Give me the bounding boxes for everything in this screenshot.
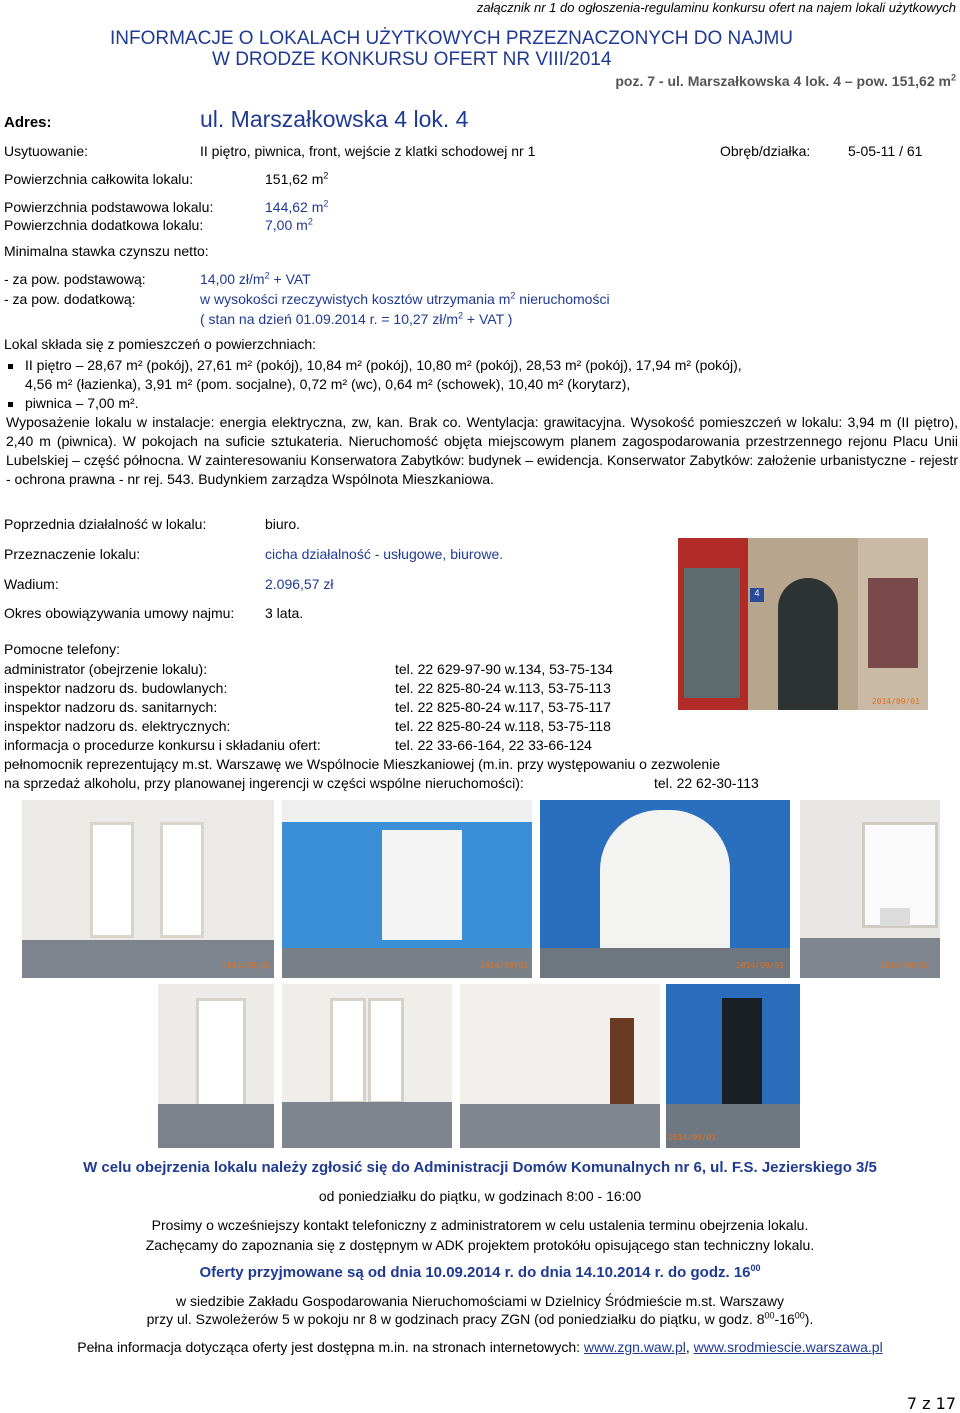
room-photo-6	[282, 984, 452, 1148]
document-title-line1: INFORMACJE O LOKALACH UŻYTKOWYCH PRZEZNACZONYCH DO NAJMU	[110, 28, 793, 49]
attachment-note: załącznik nr 1 do ogłoszenia-regulaminu konkursu ofert na najem lokali użytkowych	[476, 0, 956, 15]
location-value: II piętro, piwnica, front, wejście z klatki schodowej nr 1	[200, 143, 536, 159]
phone-row-label: inspektor nadzoru ds. elektrycznych:	[4, 718, 231, 734]
zgn-link[interactable]: www.zgn.waw.pl	[583, 1339, 686, 1355]
photo-date-stamp: 2014/09/01	[668, 1133, 717, 1142]
prev-activity-label: Poprzednia działalność w lokalu:	[4, 516, 207, 532]
extra-area-label: Powierzchnia dodatkowa lokalu:	[4, 217, 204, 233]
room-photo-5	[158, 984, 274, 1148]
rooms-line-3: piwnica – 7,00 m².	[8, 395, 139, 411]
visit-hours: od poniedziałku do piątku, w godzinach 8:00 - 16:00	[318, 1188, 642, 1204]
total-area-value: 151,62 $m^2$	[265, 170, 329, 187]
contact-note-2: Zachęcamy do zapoznania się z dostępnym w ADK projektem protokółu opisującego stan techniczny lokalu.	[145, 1237, 815, 1253]
description-paragraph: Wyposażenie lokalu w instalacje: energia elektryczna, zw, kan. Brak co. Wentylacja: grawitacyjna. Wysokość pomieszczeń w lokalu: 3,94 m (II piętro), 2,40 m (piwnica). W pokojach na suficie sztukateria. Nieruchomość objęta miejscowym planem zagospodarowania przestrzennego rejonu Placu Unii Lubelskiej – część północna. W zainteresowaniu Konserwatora Zabytków: budynek – ewidencja. Konserwator Zabytków: założenie urbanistyczne - rejestr - ochrona prawna - nr rej. 543. Budynkiem zarządza Wspólnota Mieszkaniowa.	[6, 414, 958, 487]
room-photo-4	[800, 800, 940, 978]
phone-row-label: inspektor nadzoru ds. sanitarnych:	[4, 699, 218, 715]
location-label: Usytuowanie:	[4, 143, 89, 159]
term-value: 3 lata.	[265, 605, 304, 621]
deposit-label: Wadium:	[4, 576, 59, 592]
phone-row-value: tel. 22 825-80-24 w.117, 53-75-117	[395, 699, 611, 715]
room-photo-8	[666, 984, 800, 1148]
proxy-line-2: na sprzedaż alkoholu, przy planowanej ingerencji w części wspólne nieruchomości):	[4, 775, 524, 791]
seat-line-2: przy ul. Szwoleżerów 5 w pokoju nr 8 w godzinach pracy ZGN (od poniedziałku do piątku, w godz. $8^{00}-16^{00}$).	[146, 1310, 814, 1327]
room-photo-7	[460, 984, 660, 1148]
offers-deadline: Oferty przyjmowane są od dnia 10.09.2014 r. do dnia 14.10.2014 r. do godz. $16^{00}$	[199, 1263, 761, 1281]
phone-row-label: inspektor nadzoru ds. budowlanych:	[4, 680, 228, 696]
rent-basic-label: - za pow. podstawową:	[4, 271, 146, 287]
min-rent-label: Minimalna stawka czynszu netto:	[4, 243, 209, 259]
position-line: poz. 7 - ul. Marszałkowska 4 lok. 4 – pow. 151,62 $m^2$	[615, 72, 956, 89]
total-area-label: Powierzchnia całkowita lokalu:	[4, 171, 194, 187]
address-label: Adres:	[4, 114, 52, 131]
visit-instructions: W celu obejrzenia lokalu należy zgłosić się do Administracji Domów Komunalnych nr 6, ul. F.S. Jezierskiego 3/5	[83, 1159, 877, 1176]
phone-row-value: tel. 22 629-97-90 w.134, 53-75-134	[395, 661, 613, 677]
phone-row-label: informacja o procedurze konkursu i składaniu ofert:	[4, 737, 321, 753]
prev-activity-value: biuro.	[265, 516, 301, 532]
srodmiescie-link[interactable]: www.srodmiescie.warszawa.pl	[693, 1339, 883, 1355]
rooms-line-1: II piętro – 28,67 m² (pokój), 27,61 m² (pokój), 10,84 m² (pokój), 10,80 m² (pokój), 28,53 m² (pokój), 17,94 m² (pokój),	[8, 357, 742, 373]
page-number: 7 z 17	[906, 1394, 956, 1413]
photo-date-stamp: 2014/09/01	[880, 961, 929, 970]
rent-extra-value-2: ( stan na dzień 01.09.2014 r. = 10,27 $zł/m^2$ + VAT )	[200, 310, 513, 327]
plot-value: 5-05-11 / 61	[848, 143, 923, 159]
rent-extra-label: - za pow. dodatkową:	[4, 291, 136, 307]
plot-label: Obręb/działka:	[720, 143, 811, 159]
contact-note-1: Prosimy o wcześniejszy kontakt telefoniczny z administratorem w celu ustalenia terminu obejrzenia lokalu.	[151, 1217, 809, 1233]
seat-line-1: w siedzibie Zakładu Gospodarowania Nieruchomościami w Dzielnicy Śródmieście m.st. Warszawy	[176, 1293, 784, 1309]
room-photo-3	[540, 800, 790, 978]
rooms-intro: Lokal składa się z pomieszczeń o powierzchniach:	[4, 336, 317, 352]
bullet-icon	[8, 402, 13, 407]
room-photo-2	[282, 800, 532, 978]
deposit-value: 2.096,57 zł	[265, 576, 334, 592]
document-title-line2: W DRODZE KONKURSU OFERT NR VIII/2014	[212, 49, 612, 70]
basic-area-value: 144,62 $m^2$	[265, 198, 329, 215]
purpose-value: cicha działalność - usługowe, biurowe.	[265, 546, 504, 562]
rooms-line-2: 4,56 m² (łazienka), 3,91 m² (pom. socjalne), 0,72 m² (wc), 0,64 m² (schowek), 10,40 m² (korytarz),	[25, 376, 631, 392]
rent-basic-value: 14,00 $zł/m^2$ + VAT	[200, 270, 311, 287]
basic-area-label: Powierzchnia podstawowa lokalu:	[4, 199, 214, 215]
phone-row-value: tel. 22 825-80-24 w.113, 53-75-113	[395, 680, 611, 696]
room-photo-1	[22, 800, 274, 978]
bullet-icon	[8, 364, 13, 369]
full-info-line: Pełna informacja dotycząca oferty jest dostępna m.in. na stronach internetowych: www.zgn.waw.pl, www.srodmiescie.warszawa.pl	[77, 1339, 883, 1355]
term-label: Okres obowiązywania umowy najmu:	[4, 605, 235, 621]
rent-extra-value: w wysokości rzeczywistych kosztów utrzymania $m^2$ nieruchomości	[200, 290, 610, 307]
proxy-line-1: pełnomocnik reprezentujący m.st. Warszawę we Wspólnocie Mieszkaniowej (m.in. przy występowaniu o zezwolenie	[4, 756, 721, 772]
photo-date-stamp: 2014/09/01	[222, 961, 271, 970]
photo-date-stamp: 2014/09/01	[736, 961, 785, 970]
purpose-label: Przeznaczenie lokalu:	[4, 546, 141, 562]
phone-row-value: tel. 22 33-66-164, 22 33-66-124	[395, 737, 592, 753]
extra-area-value: 7,00 $m^2$	[265, 216, 313, 233]
phone-row-label: administrator (obejrzenie lokalu):	[4, 661, 208, 677]
phones-title: Pomocne telefony:	[4, 641, 120, 657]
address-value: ul. Marszałkowska 4 lok. 4	[200, 106, 469, 132]
photo-date-stamp: 2014/09/01	[480, 961, 529, 970]
proxy-phone: tel. 22 62-30-113	[654, 775, 759, 791]
photo-date-stamp: 2014/09/01	[871, 697, 920, 706]
building-photo: 4 2014/09/01	[678, 538, 928, 710]
phone-row-value: tel. 22 825-80-24 w.118, 53-75-118	[395, 718, 611, 734]
